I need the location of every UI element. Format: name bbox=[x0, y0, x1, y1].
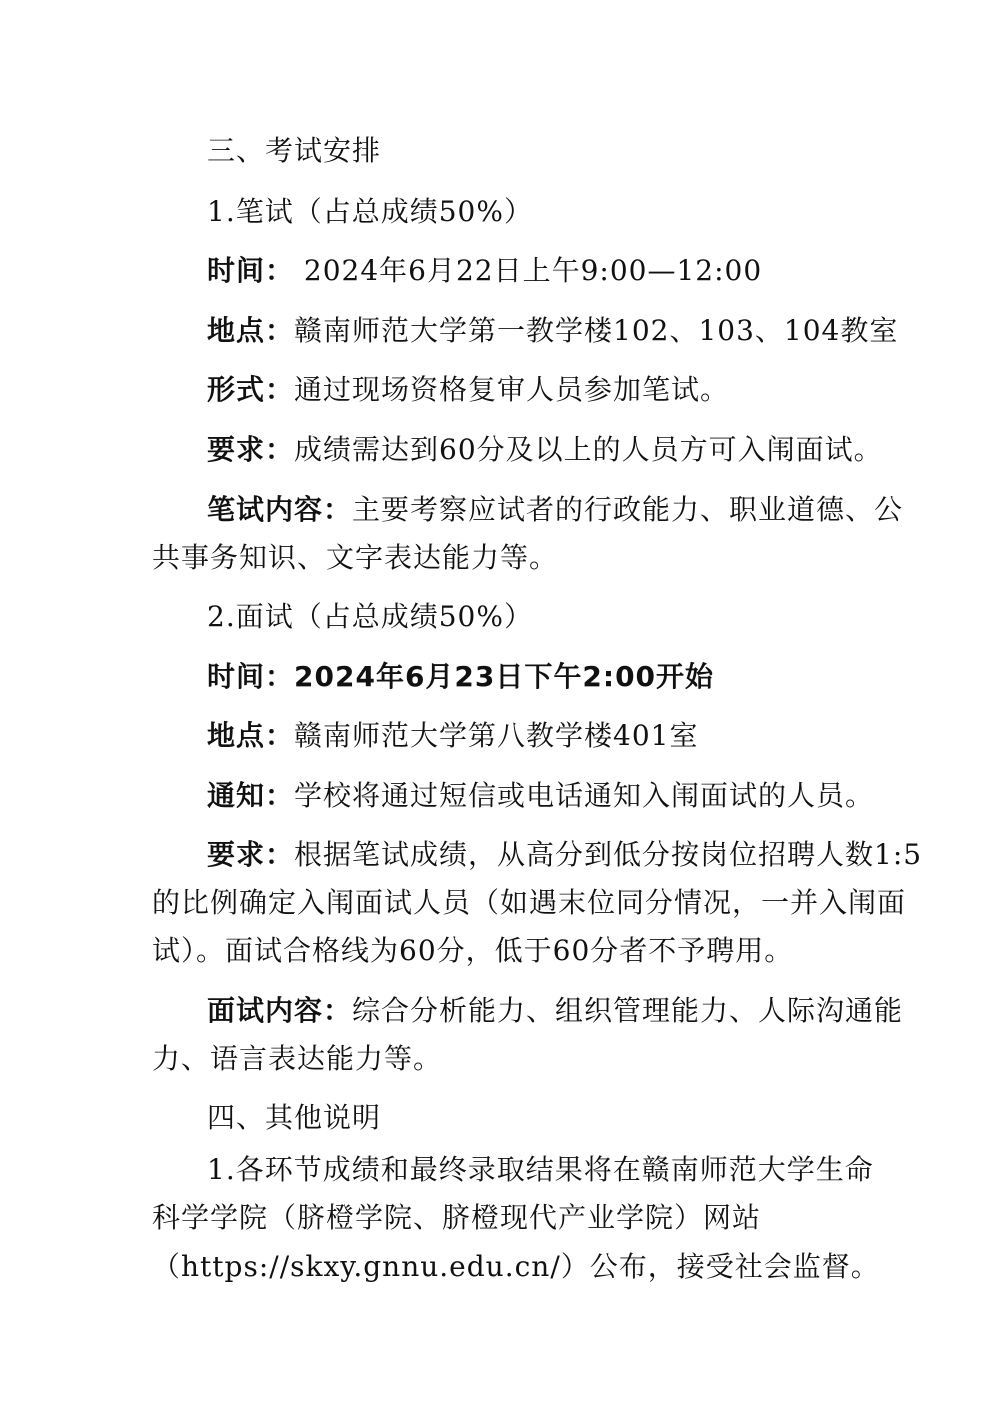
written-exam-title: 1.笔试（占总成绩50%） bbox=[207, 195, 533, 228]
interview-requirement-label: 要求： bbox=[207, 838, 295, 871]
interview-place-label: 地点： bbox=[207, 719, 295, 752]
interview-time-row bbox=[207, 659, 999, 695]
written-form-label: 形式： bbox=[207, 373, 295, 406]
interview-content-label: 面试内容： bbox=[207, 994, 353, 1027]
interview-place-row bbox=[207, 718, 999, 754]
written-requirement-value: 成绩需达到60分及以上的人员方可入闱面试。 bbox=[294, 433, 883, 466]
interview-requirement-value: 根据笔试成绩，从高分到低分按岗位招聘人数1:5 bbox=[294, 838, 923, 871]
interview-notice-value: 学校将通过短信或电话通知入闱面试的人员。 bbox=[294, 779, 875, 812]
interview-notice-row bbox=[207, 778, 999, 814]
written-time-label: 时间： bbox=[207, 254, 295, 287]
section-3-heading: 三、考试安排 bbox=[207, 134, 382, 167]
written-place-label: 地点： bbox=[207, 314, 295, 347]
written-form-value: 通过现场资格复审人员参加笔试。 bbox=[294, 373, 730, 406]
section-4-heading: 四、其他说明 bbox=[207, 1101, 382, 1134]
written-content-value: 主要考察应试者的行政能力、职业道德、公 bbox=[352, 493, 904, 526]
interview-requirement-continuation-1: 的比例确定入闱面试人员（如遇末位同分情况，一并入闱面 bbox=[152, 886, 907, 919]
interview-place-value: 赣南师范大学第八教学楼401室 bbox=[294, 719, 699, 752]
written-content-continuation: 共事务知识、文字表达能力等。 bbox=[152, 541, 559, 574]
other-item-1-line-1: 1.各环节成绩和最终录取结果将在赣南师范大学生命 bbox=[207, 1153, 874, 1186]
interview-time-label: 时间： bbox=[207, 660, 295, 693]
interview-title: 2.面试（占总成绩50%） bbox=[207, 600, 533, 633]
written-content-label: 笔试内容： bbox=[207, 493, 353, 526]
interview-content-value: 综合分析能力、组织管理能力、人际沟通能 bbox=[352, 994, 904, 1027]
written-form-row bbox=[207, 372, 999, 408]
written-place-value: 赣南师范大学第一教学楼102、103、104教室 bbox=[294, 314, 899, 347]
other-item-1-line-2: 科学学院（脐橙学院、脐橙现代产业学院）网站 bbox=[152, 1201, 762, 1234]
interview-time-value: 2024年6月23日下午2:00开始 bbox=[294, 660, 715, 693]
written-content-row bbox=[207, 492, 999, 528]
interview-requirement-row bbox=[207, 837, 999, 873]
interview-notice-label: 通知： bbox=[207, 779, 295, 812]
interview-requirement-continuation-2: 试）。面试合格线为60分，低于60分者不予聘用。 bbox=[152, 934, 794, 967]
written-time-value: 2024年6月22日上午9:00—12:00 bbox=[294, 254, 763, 287]
interview-content-continuation: 力、语言表达能力等。 bbox=[152, 1042, 443, 1075]
written-place-row bbox=[207, 313, 999, 349]
written-time-row bbox=[207, 253, 999, 289]
other-item-1-line-3: （https://skxy.gnnu.edu.cn/）公布，接受社会监督。 bbox=[152, 1250, 880, 1283]
written-requirement-label: 要求： bbox=[207, 433, 295, 466]
interview-content-row bbox=[207, 993, 999, 1029]
written-requirement-row bbox=[207, 432, 999, 468]
